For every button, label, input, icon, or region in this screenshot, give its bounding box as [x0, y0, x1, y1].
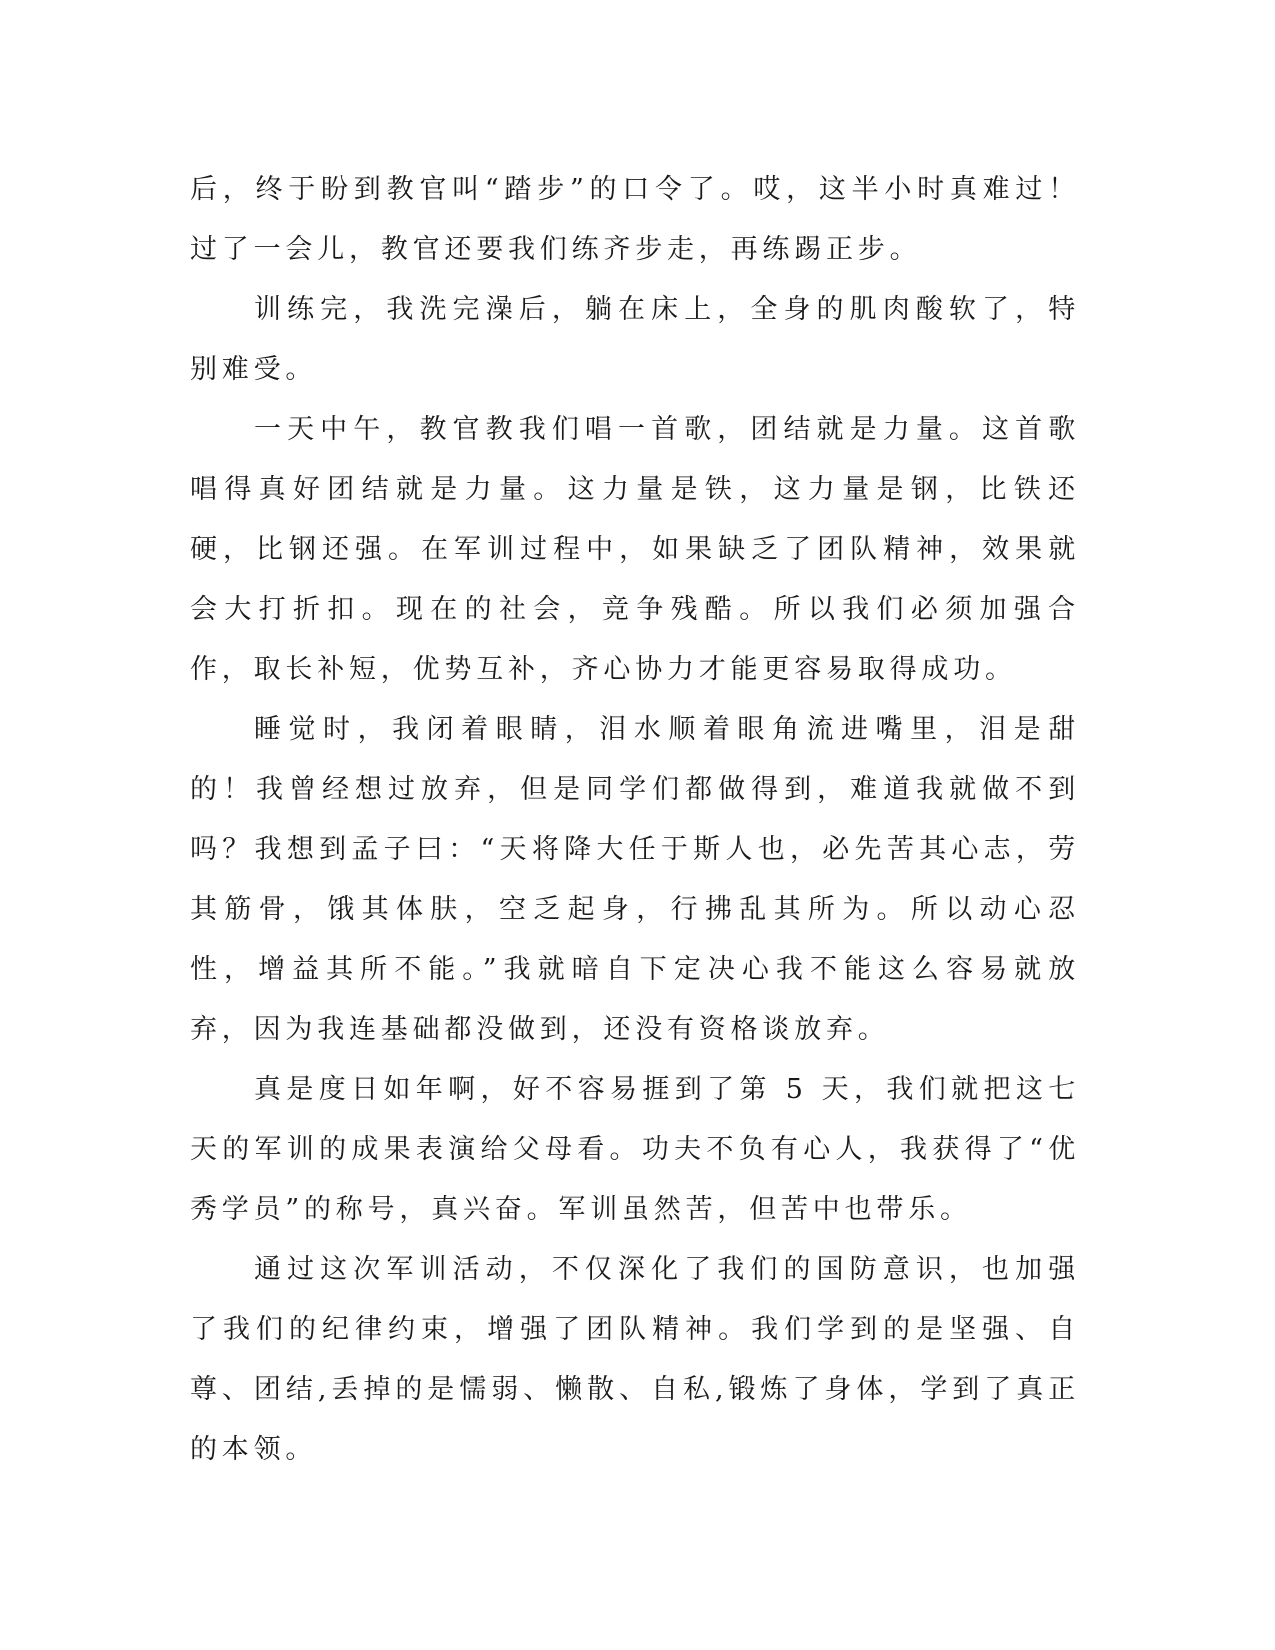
paragraph-conclusion: 通过这次军训活动，不仅深化了我们的国防意识，也加强了我们的纪律约束，增强了团队精神。我们学到的是坚强、自尊、团结,丢掉的是懦弱、懒散、自私,锻炼了身体，学到了真正的本领。: [190, 1254, 1080, 1465]
paragraph-fifth-day: 真是度日如年啊，好不容易捱到了第 5 天，我们就把这七天的军训的成果表演给父母看。功夫不负有心人，我获得了“优秀学员”的称号，真兴奋。军训虽然苦，但苦中也带乐。: [190, 1074, 1080, 1225]
paragraph-continuation: 后，终于盼到教官叫“踏步”的口令了。哎，这半小时真难过！过了一会儿，教官还要我们练齐步走，再练踢正步。: [190, 174, 1080, 265]
paragraph-sleep-mencius: 睡觉时，我闭着眼睛，泪水顺着眼角流进嘴里，泪是甜的！我曾经想过放弃，但是同学们都做得到，难道我就做不到吗？我想到孟子曰：“天将降大任于斯人也，必先苦其心志，劳其筋骨，饿其体肤，空乏起身，行拂乱其所为。所以动心忍性，增益其所不能。”我就暗自下定决心我不能这么容易就放弃，因为我连基础都没做到，还没有资格谈放弃。: [190, 714, 1080, 1045]
document-body: [190, 160, 1080, 1480]
paragraph-training-done: 训练完，我洗完澡后，躺在床上，全身的肌肉酸软了，特别难受。: [190, 294, 1080, 385]
paragraph-unity-song: 一天中午，教官教我们唱一首歌，团结就是力量。这首歌唱得真好团结就是力量。这力量是铁，这力量是钢，比铁还硬，比钢还强。在军训过程中，如果缺乏了团队精神，效果就会大打折扣。现在的社会，竞争残酷。所以我们必须加强合作，取长补短，优势互补，齐心协力才能更容易取得成功。: [190, 414, 1080, 685]
